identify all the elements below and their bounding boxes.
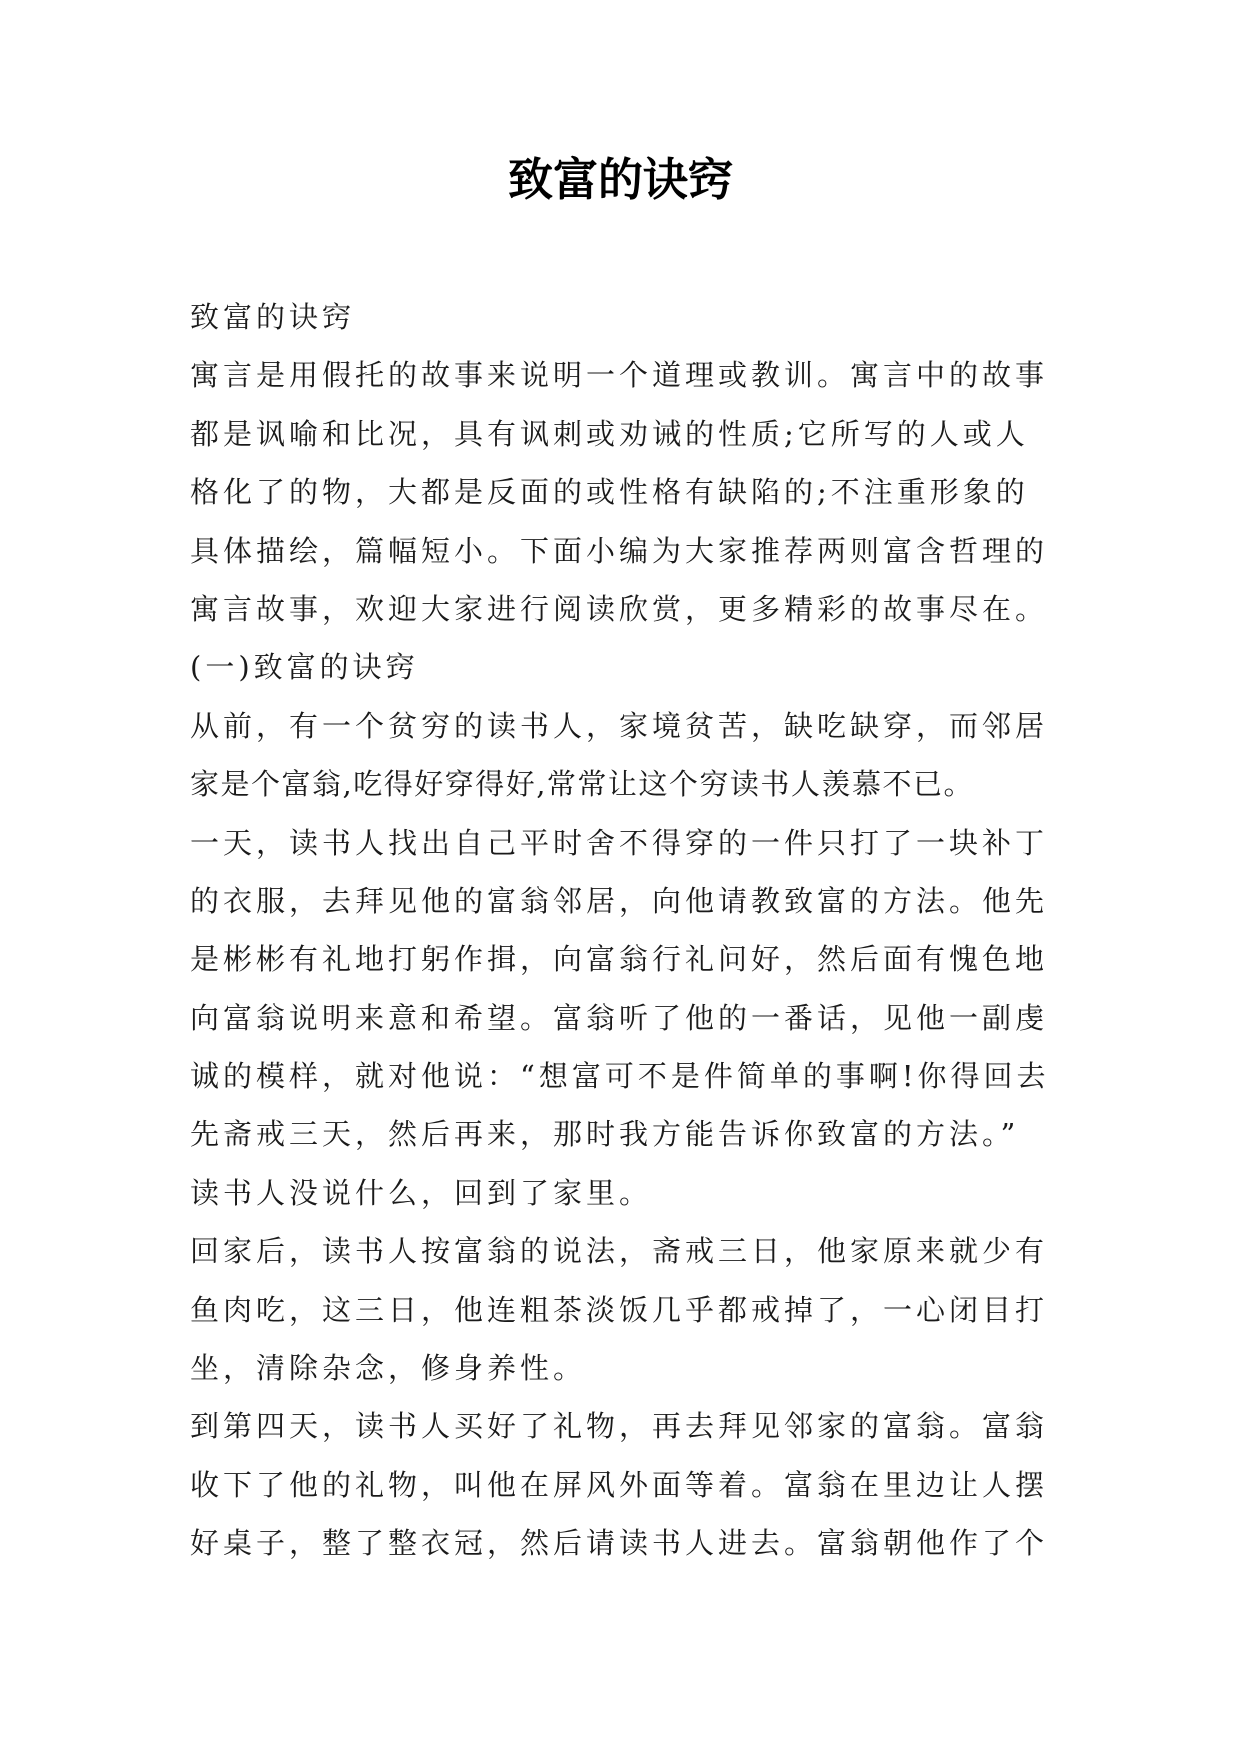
document-title: 致富的诀窍 [507, 153, 733, 206]
body-line: 鱼肉吃，这三日，他连粗茶淡饭几乎都戒掉了，一心闭目打 [190, 1292, 1049, 1327]
body-line: 是彬彬有礼地打躬作揖，向富翁行礼问好，然后面有愧色地 [190, 942, 1049, 977]
body-line: 到第四天，读书人买好了礼物，再去拜见邻家的富翁。富翁 [190, 1409, 1049, 1444]
body-line: 寓言是用假托的故事来说明一个道理或教训。寓言中的故事 [190, 358, 1049, 393]
body-line: 寓言故事，欢迎大家进行阅读欣赏，更多精彩的故事尽在。 [190, 591, 1049, 626]
body-line: 向富翁说明来意和希望。富翁听了他的一番话，见他一副虔 [190, 1000, 1049, 1035]
document-body [190, 288, 1070, 1573]
body-line: 读书人没说什么，回到了家里。 [190, 1175, 653, 1210]
body-line: 回家后，读书人按富翁的说法，斋戒三日，他家原来就少有 [190, 1234, 1049, 1269]
body-line: 一天，读书人找出自己平时舍不得穿的一件只打了一块补丁 [190, 825, 1049, 860]
body-line: 好桌子，整了整衣冠，然后请读书人进去。富翁朝他作了个 [190, 1526, 1049, 1561]
body-line: 致富的诀窍 [190, 300, 356, 334]
body-line: 诚的模样，就对他说：“想富可不是件简单的事啊!你得回去 [190, 1059, 1050, 1094]
body-line: 具体描绘，篇幅短小。下面小编为大家推荐两则富含哲理的 [190, 533, 1049, 568]
body-line: 收下了他的礼物，叫他在屏风外面等着。富翁在里边让人摆 [190, 1467, 1049, 1502]
body-line: (一)致富的诀窍 [190, 650, 419, 685]
body-line: 的衣服，去拜见他的富翁邻居，向他请教致富的方法。他先 [190, 883, 1049, 918]
body-line: 格化了的物，大都是反面的或性格有缺陷的;不注重形象的 [190, 475, 1029, 510]
body-line: 家是个富翁,吃得好穿得好,常常让这个穷读书人羡慕不已。 [190, 767, 974, 802]
body-line: 从前，有一个贫穷的读书人，家境贫苦，缺吃缺穿，而邻居 [190, 708, 1049, 743]
body-line: 先斋戒三天，然后再来，那时我方能告诉你致富的方法。” [190, 1117, 1020, 1152]
body-line: 坐，清除杂念，修身养性。 [190, 1351, 587, 1386]
body-line: 都是讽喻和比况，具有讽刺或劝诫的性质;它所写的人或人 [190, 416, 1029, 451]
